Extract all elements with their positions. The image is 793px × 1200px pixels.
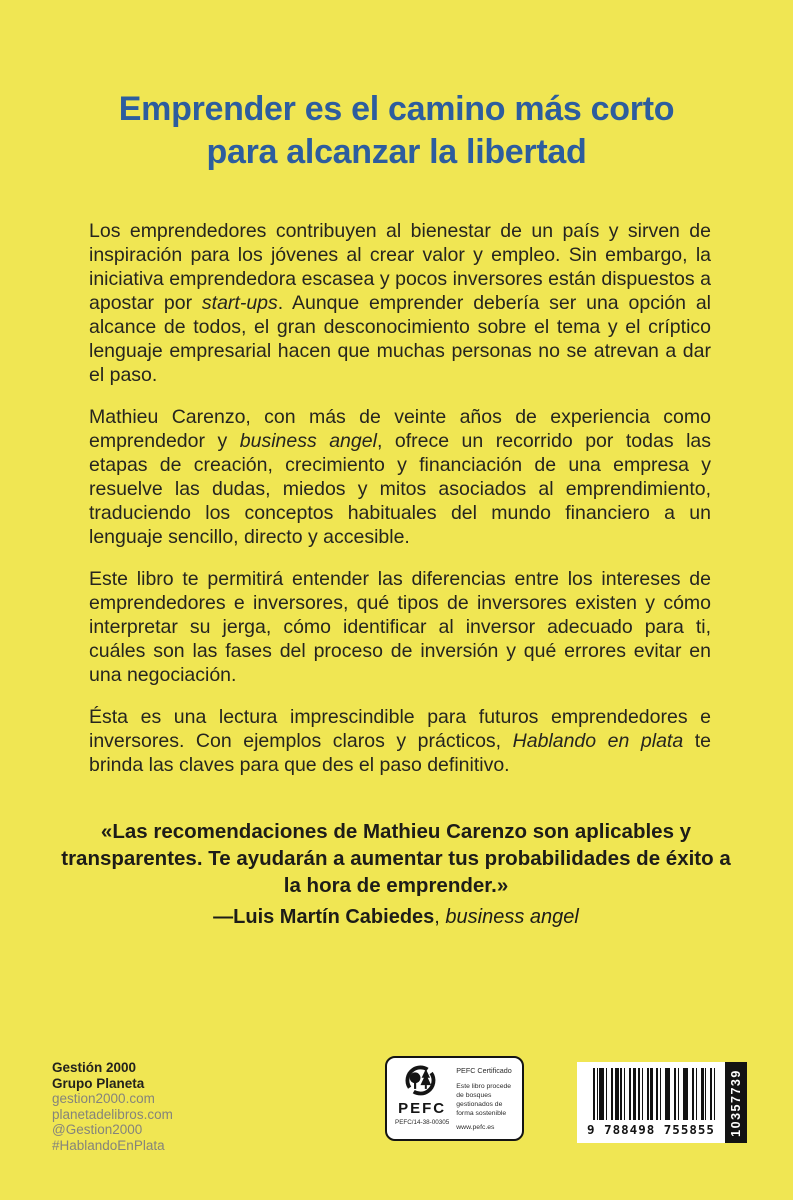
hashtag: #HablandoEnPlata bbox=[52, 1137, 165, 1153]
publisher-group: Grupo Planeta bbox=[52, 1075, 145, 1091]
edition-number-strip bbox=[725, 1062, 747, 1143]
barcode-panel bbox=[577, 1062, 725, 1143]
pefc-label bbox=[385, 1056, 524, 1141]
blurb-paragraph: Los emprendedores contribuyen al bienestar de un país y sirven de inspiración para los jóvenes al crear valor y empleo. Sin embargo, la iniciativa emprendedora escasea y pocos inversores están dispuestos a apostar por start-ups. Aunque emprender debería ser una opción al alcance de todos, el gran desconocimiento sobre el tema y el críptico lenguaje empresarial hacen que muchas personas no se atrevan a dar el paso. bbox=[89, 220, 711, 386]
imprint-name: Gestión 2000 bbox=[52, 1060, 137, 1075]
headline-line2: para alcanzar la libertad bbox=[206, 133, 587, 171]
edition-number: 10357739 bbox=[729, 1068, 743, 1137]
publisher-block bbox=[52, 1060, 173, 1153]
pefc-logo-icon bbox=[399, 1064, 445, 1100]
endorsement bbox=[56, 818, 736, 929]
blurb-paragraph: Este libro te permitirá entender las diferencias entre los intereses de emprendedores e inversores, qué tipos de inversores existen y cómo interpretar su jerga, cómo identificar al inversor adecuado para ti, cuáles son las fases del proceso de inversión y qué errores evitar en una negociación. bbox=[89, 568, 711, 686]
endorsement-quote: «Las recomendaciones de Mathieu Carenzo son aplicables y transparentes. Te ayudarán a aumentar tus probabilidades de éxito a la hora de emprender.» bbox=[61, 820, 731, 897]
twitter-handle: @Gestion2000 bbox=[52, 1122, 143, 1137]
pefc-license-number: PEFC/14-38-00305 bbox=[395, 1119, 450, 1126]
pefc-wordmark: PEFC bbox=[398, 1100, 447, 1117]
pefc-certified-label: PEFC Certificado bbox=[456, 1066, 512, 1075]
pefc-url: www.pefc.es bbox=[456, 1124, 495, 1131]
pefc-text-column bbox=[456, 1064, 518, 1134]
headline-line1: Emprender es el camino más corto bbox=[118, 90, 675, 128]
isbn-number: 9 788498 755855 bbox=[587, 1122, 715, 1137]
barcode-bars bbox=[593, 1068, 717, 1120]
imprint-website: gestion2000.com bbox=[52, 1091, 155, 1106]
headline bbox=[0, 88, 793, 174]
pefc-logo-column bbox=[395, 1064, 449, 1134]
blurb-paragraph: Ésta es una lectura imprescindible para futuros emprendedores e inversores. Con ejemplos claros y prácticos, Hablando en plata te brinda las claves para que des el paso definitivo. bbox=[89, 706, 711, 776]
blurb-paragraph: Mathieu Carenzo, con más de veinte años de experiencia como emprendedor y business angel, ofrece un recorrido por todas las etapas de creación, crecimiento y financiación de una empresa y resuelve las dudas, miedos y mitos asociados al emprendimiento, traduciendo los conceptos habituales del mundo financiero a un lenguaje sencillo, directo y accesible. bbox=[89, 406, 712, 548]
quote-attribution: —Luis Martín Cabiedes, business angel bbox=[213, 906, 579, 928]
blurb bbox=[89, 219, 711, 795]
barcode bbox=[577, 1062, 747, 1143]
pefc-description: Este libro procede de bosques gestionados de forma sostenible bbox=[456, 1082, 512, 1117]
planeta-website: planetadelibros.com bbox=[52, 1106, 173, 1122]
